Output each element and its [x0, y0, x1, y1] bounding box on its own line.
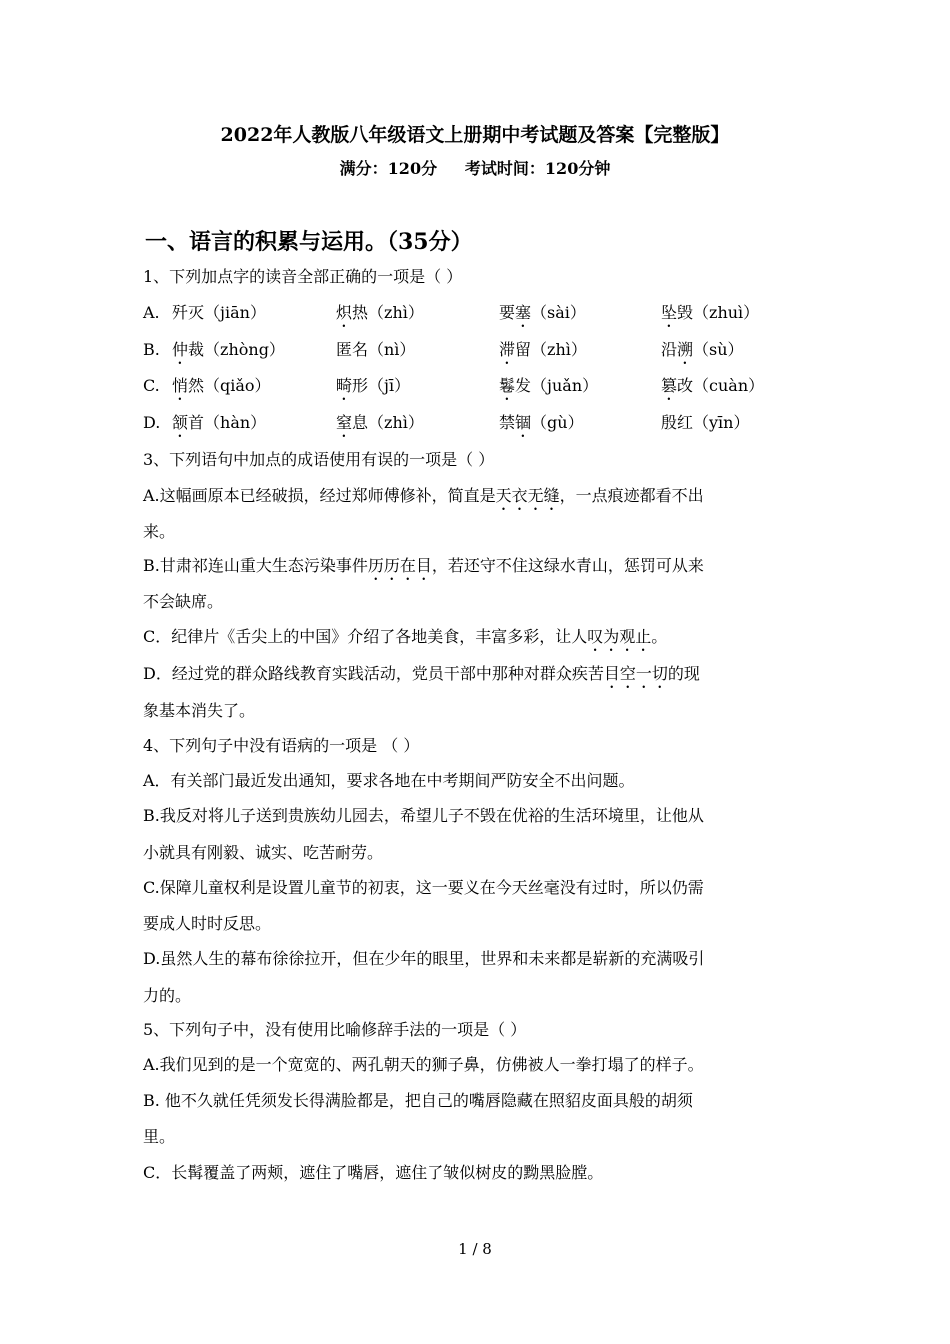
question-4-option-c-cont: 要成人时时反思。 [143, 914, 272, 933]
pinyin-option: 炽热（zhì） [336, 303, 424, 322]
dotted-character: 窒 [336, 413, 353, 432]
emphasized-idiom: 叹为观止 [587, 627, 652, 646]
option-label: D. [143, 413, 161, 432]
pinyin-option: 畸形（jī） [336, 376, 411, 395]
question-3-option-d-cont: 象基本消失了。 [143, 701, 256, 720]
question-5-option-c: C．长髯覆盖了两颊，遮住了嘴唇，遮住了皱似树皮的黝黑脸膛。 [143, 1163, 604, 1182]
option-label: A. [143, 303, 160, 322]
dotted-character: 塞 [515, 303, 532, 322]
dotted-character: 畸 [336, 376, 353, 395]
dotted-character: 悄 [172, 376, 189, 395]
question-3-option-b: B.甘肃祁连山重大生态污染事件历历在目，若还守不住这绿水青山，惩罚可从来 [143, 556, 704, 575]
page-title: 2022年人教版八年级语文上册期中考试题及答案【完整版】 [220, 124, 730, 146]
question-3-option-d: D．经过党的群众路线教育实践活动，党员干部中那种对群众疾苦目空一切的现 [143, 664, 700, 683]
question-3-option-b-cont: 不会缺席。 [143, 592, 224, 611]
dotted-character: 篡 [661, 376, 678, 395]
pinyin-option: 滞留（zhì） [499, 340, 587, 359]
dotted-character: 鬈 [499, 376, 516, 395]
dotted-character: 仲 [172, 340, 189, 359]
question-4-option-a: A．有关部门最近发出通知，要求各地在中考期间严防安全不出问题。 [143, 771, 635, 790]
question-1-stem: 1、下列加点字的读音全部正确的一项是（ ） [143, 267, 463, 286]
pinyin-option: 仲裁（zhòng） [172, 340, 285, 359]
section-heading: 一、语言的积累与运用。（35分） [145, 229, 473, 255]
option-label: C. [143, 376, 160, 395]
question-3-stem: 3、下列语句中加点的成语使用有误的一项是（ ） [143, 450, 495, 469]
question-4-stem: 4、下列句子中没有语病的一项是 （ ） [143, 736, 420, 755]
question-5-stem: 5、下列句子中，没有使用比喻修辞手法的一项是（ ） [143, 1020, 527, 1039]
question-4-option-d: D.虽然人生的幕布徐徐拉开，但在少年的眼里，世界和未来都是崭新的充满吸引 [143, 949, 705, 968]
pinyin-option: 窒息（zhì） [336, 413, 424, 432]
pinyin-option: 坠毁（zhuì） [661, 303, 760, 322]
question-5-option-b-cont: 里。 [143, 1127, 176, 1146]
question-4-option-b: B.我反对将儿子送到贵族幼儿园去，希望儿子不毁在优裕的生活环境里，让他从 [143, 806, 704, 825]
pinyin-option: 殷红（yīn） [661, 413, 750, 432]
question-3-option-c: C．纪律片《舌尖上的中国》介绍了各地美食，丰富多彩，让人叹为观止。 [143, 627, 668, 646]
pinyin-option: 禁锢（gù） [499, 413, 584, 432]
pinyin-option: 篡改（cuàn） [661, 376, 765, 395]
dotted-character: 溯 [677, 340, 694, 359]
question-3-option-a-cont: 来。 [143, 522, 176, 541]
pinyin-option: 悄然（qiǎo） [172, 376, 271, 395]
pinyin-option: 颔首（hàn） [172, 413, 267, 432]
pinyin-option: 歼灭（jiān） [172, 303, 266, 322]
emphasized-idiom: 历历在目 [367, 556, 432, 575]
dotted-character: 炽 [336, 303, 353, 322]
score-time-info: 满分：120分 考试时间：120分钟 [339, 159, 611, 178]
option-label: B. [143, 340, 160, 359]
page-number: 1 / 8 [458, 1240, 492, 1258]
question-4-option-b-cont: 小就具有刚毅、诚实、吃苦耐劳。 [143, 843, 384, 862]
dotted-character: 滞 [499, 340, 516, 359]
pinyin-option: 沿溯（sù） [661, 340, 744, 359]
pinyin-option: 鬈发（juǎn） [499, 376, 599, 395]
emphasized-idiom: 天衣无缝 [495, 486, 560, 505]
emphasized-idiom: 目空一切 [603, 664, 668, 683]
pinyin-option: 匿名（nì） [336, 340, 416, 359]
dotted-character: 坠 [661, 303, 678, 322]
pinyin-option: 要塞（sài） [499, 303, 586, 322]
question-4-option-d-cont: 力的。 [143, 986, 192, 1005]
question-5-option-b: B. 他不久就任凭须发长得满脸都是，把自己的嘴唇隐藏在照貂皮面具般的胡须 [143, 1091, 693, 1110]
dotted-character: 锢 [515, 413, 532, 432]
question-3-option-a: A.这幅画原本已经破损，经过郑师傅修补，简直是天衣无缝，一点痕迹都看不出 [143, 486, 704, 505]
dotted-character: 颔 [172, 413, 189, 432]
question-5-option-a: A.我们见到的是一个宽宽的、两孔朝天的狮子鼻，仿佛被人一拳打塌了的样子。 [143, 1055, 704, 1074]
question-4-option-c: C.保障儿童权利是设置儿童节的初衷，这一要义在今天丝毫没有过时，所以仍需 [143, 878, 704, 897]
